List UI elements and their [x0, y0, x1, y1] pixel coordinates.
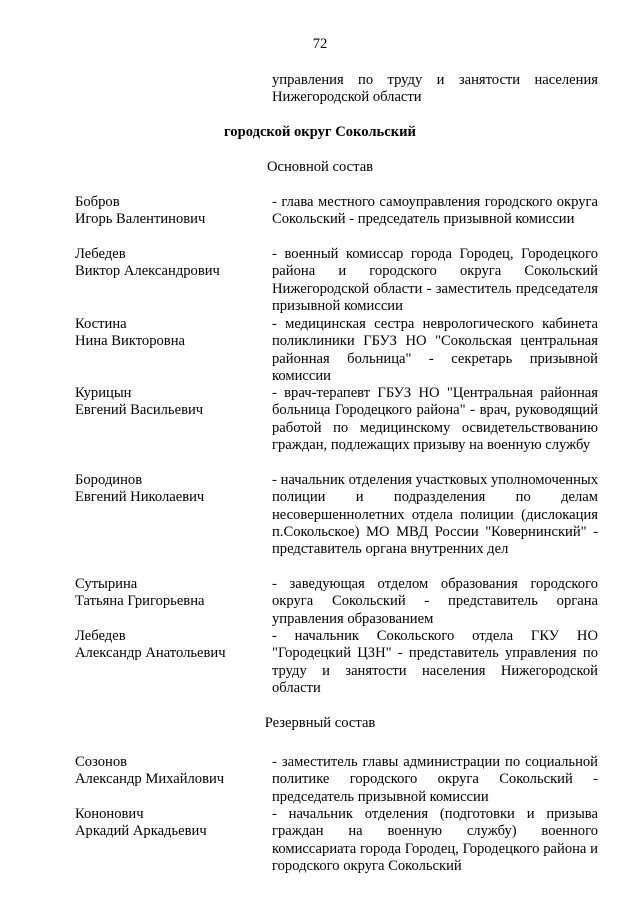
member-surname: Созонов [75, 754, 128, 770]
section-heading-main: Основной состав [266, 159, 374, 175]
member-surname: Бобров [75, 194, 120, 210]
member-role: - начальник отделения (подготовки и призыва граждан на военную службу) военного комиссариата города Городец, Городецкого района и городского округа Сокольский [272, 806, 598, 874]
member-given-names: Александр Анатольевич [75, 645, 226, 662]
member-name [75, 472, 265, 507]
member-given-names: Игорь Валентинович [75, 211, 206, 228]
member-surname: Бородинов [75, 472, 143, 488]
member-name [75, 576, 265, 611]
member-surname: Курицын [75, 385, 132, 401]
member-name [75, 754, 265, 789]
member-given-names: Александр Михайлович [75, 771, 225, 788]
member-role: - начальник Сокольского отдела ГКУ НО "Городецкий ЦЗН" - представитель управления по труду и занятости населения Нижегородской области [272, 628, 598, 696]
district-title: городской округ Сокольский [224, 124, 416, 140]
member-name [75, 628, 265, 663]
member-given-names: Виктор Александрович [75, 263, 220, 280]
member-surname: Сутырина [75, 576, 138, 592]
member-role: - военный комиссар города Городец, Городецкого района и городского округа Сокольский Нижегородской области - заместитель председателя призывной комиссии [272, 246, 598, 314]
member-given-names: Нина Викторовна [75, 333, 185, 350]
continuation-text: управления по труду и занятости населения Нижегородской области [272, 72, 598, 106]
member-surname: Костина [75, 316, 127, 332]
page-number: 72 [312, 36, 328, 52]
member-given-names: Аркадий Аркадьевич [75, 823, 207, 840]
member-name [75, 194, 265, 229]
member-surname: Кононович [75, 806, 144, 822]
member-surname: Лебедев [75, 628, 126, 644]
member-name [75, 385, 265, 420]
member-role: - заместитель главы администрации по социальной политике городского округа Сокольский - председатель призывной комиссии [272, 754, 598, 805]
section-heading-reserve: Резервный состав [264, 715, 376, 731]
member-name [75, 246, 265, 281]
member-role: - медицинская сестра неврологического кабинета поликлиники ГБУЗ НО "Сокольская центральная районная больница" - секретарь призывной комиссии [272, 316, 598, 384]
member-role: - заведующая отделом образования городского округа Сокольский - представитель органа управления образованием [272, 576, 598, 627]
member-role: - глава местного самоуправления городского округа Сокольский - председатель призывной комиссии [272, 194, 598, 228]
member-name [75, 806, 265, 841]
member-surname: Лебедев [75, 246, 126, 262]
member-given-names: Евгений Николаевич [75, 489, 205, 506]
member-role: - врач-терапевт ГБУЗ НО "Центральная районная больница Городецкого района" - врач, руководящий работой по медицинскому освидетельствованию граждан, подлежащих призыву на военную службу [272, 385, 598, 453]
member-given-names: Евгений Васильевич [75, 402, 204, 419]
member-role: - начальник отделения участковых уполномоченных полиции и подразделения по делам несовершеннолетних отдела полиции (дислокация п.Сокольское) МО МВД России "Ковернинский" - представитель органа внутренних дел [272, 472, 598, 558]
member-given-names: Татьяна Григорьевна [75, 593, 205, 610]
member-name [75, 316, 265, 351]
